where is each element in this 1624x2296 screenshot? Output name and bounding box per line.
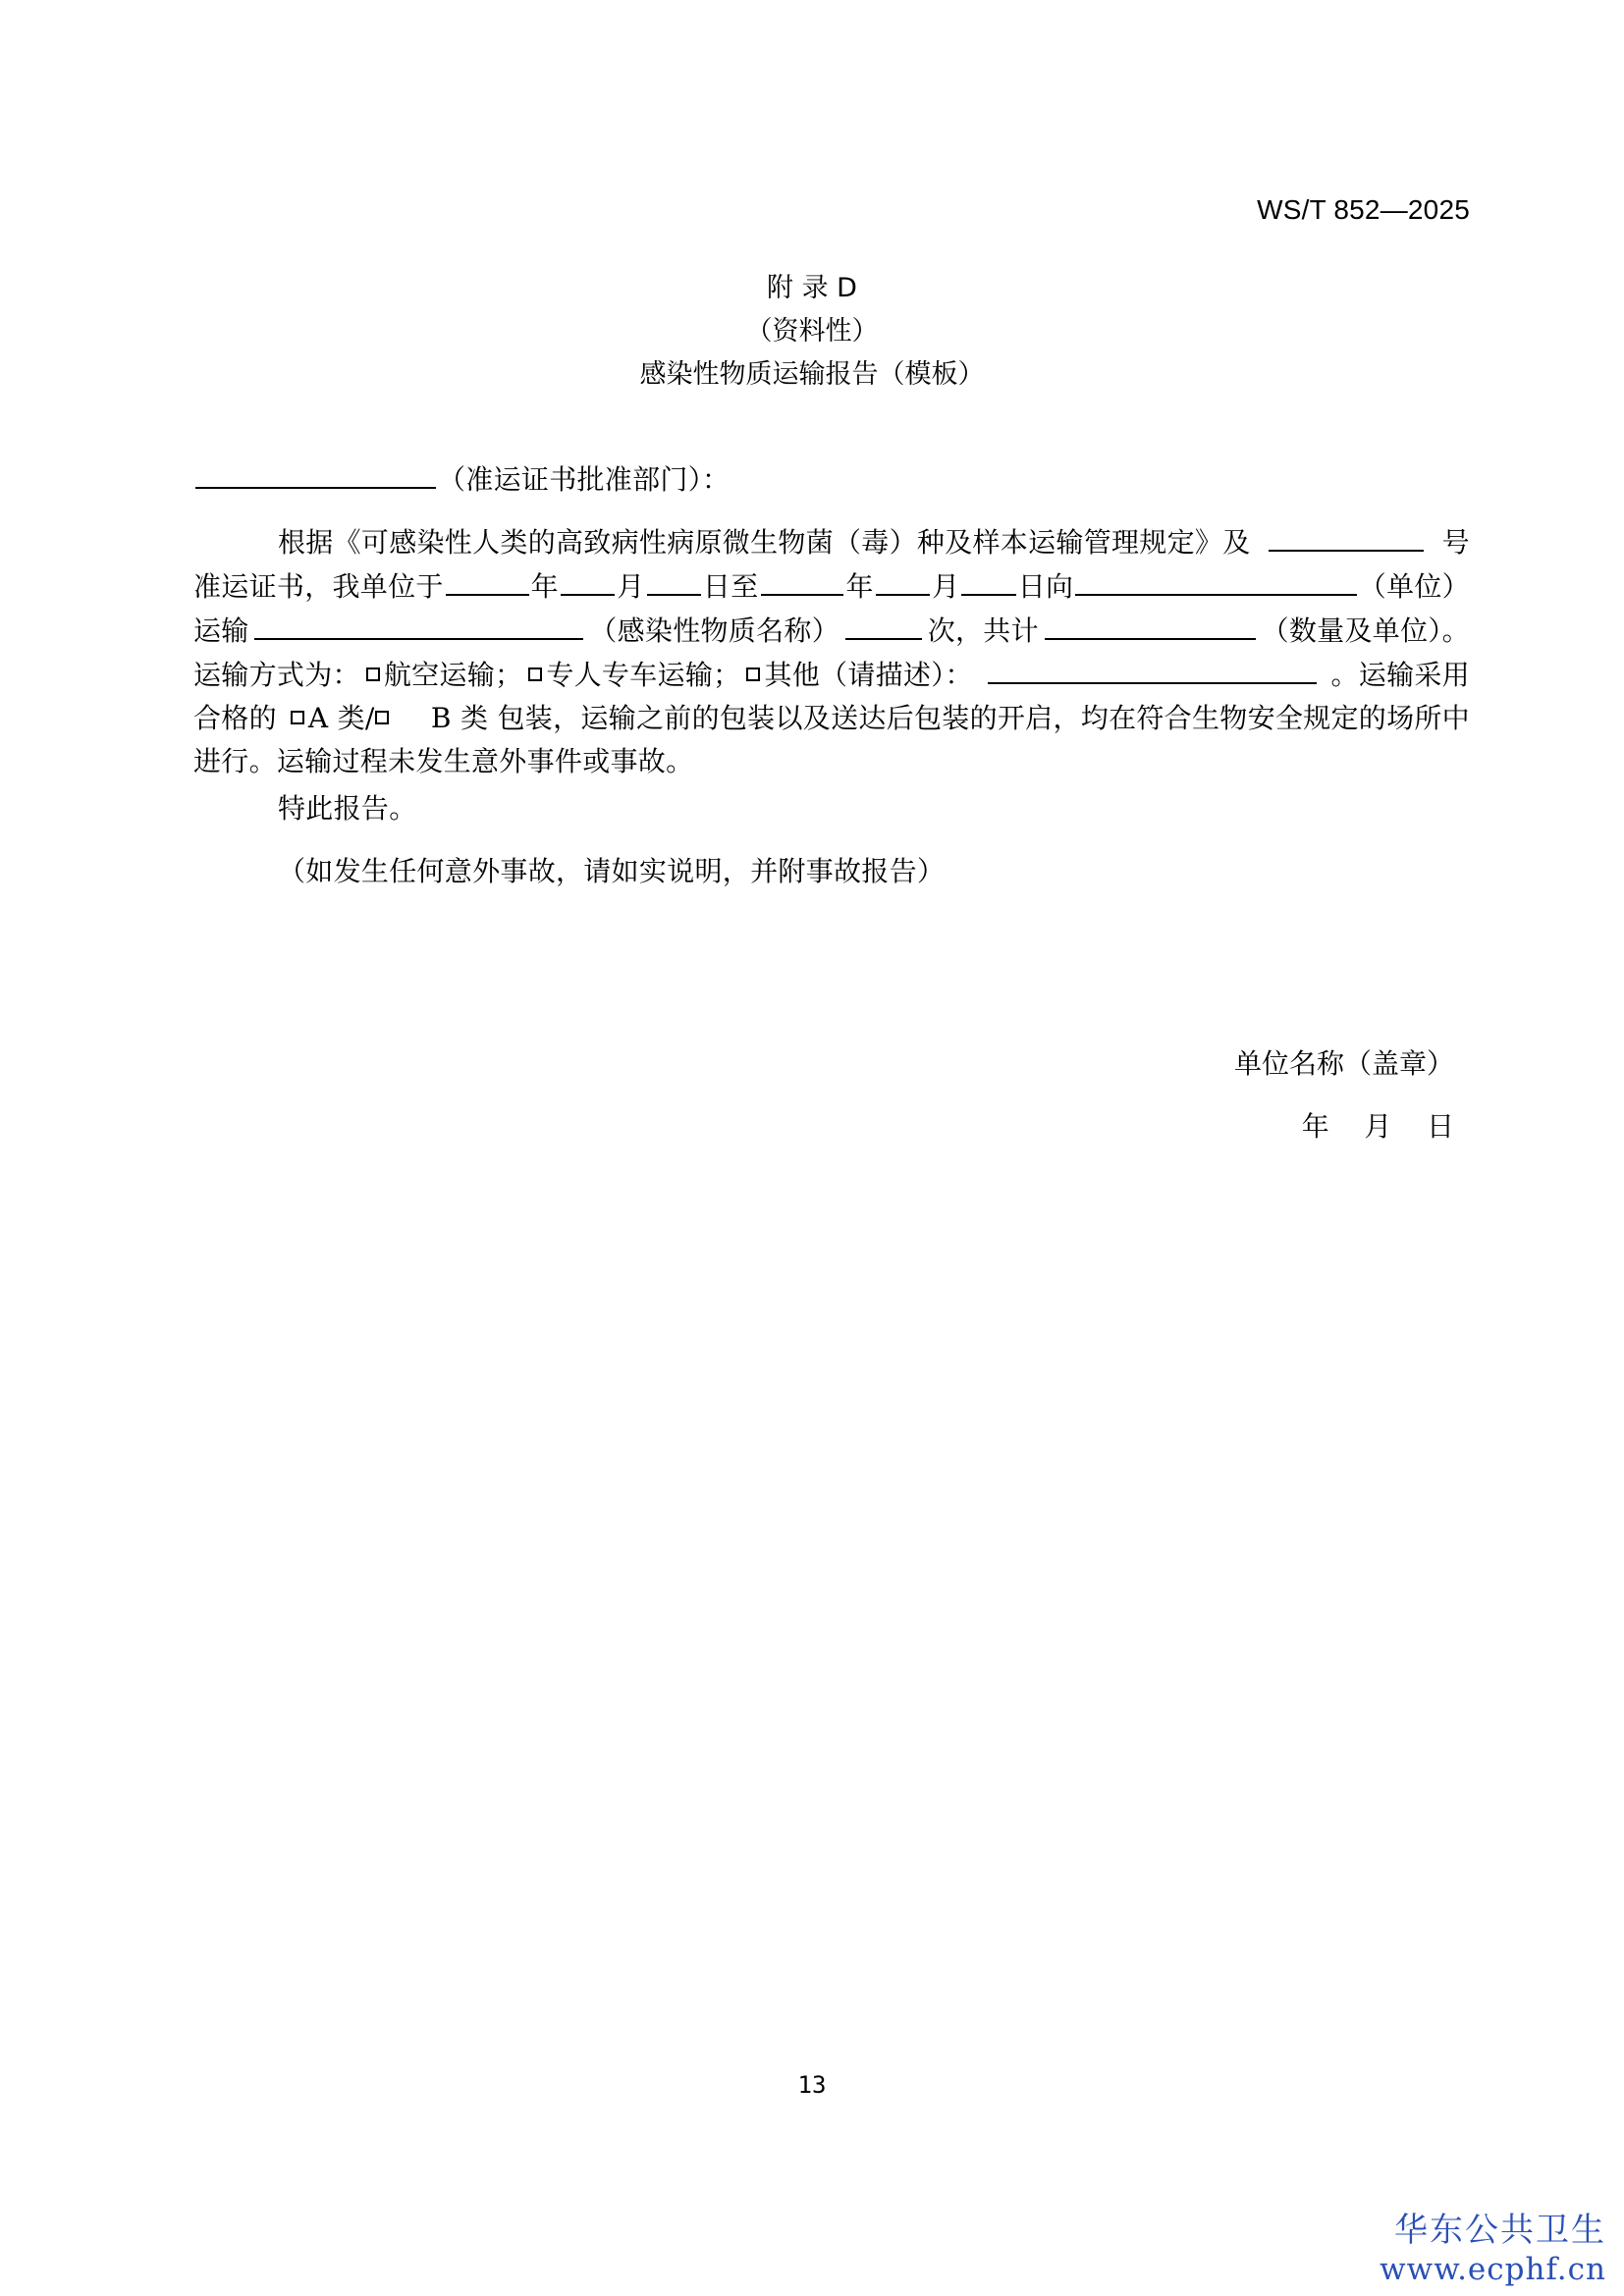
paragraph-line-4 [193,653,1470,697]
category-b-checkbox [375,711,389,724]
other-transport-checkbox [746,667,760,681]
start-day-blank [647,564,701,596]
line5-text: B 类 包装，运输之前的包装以及送达后包装的开启，均在符合生物安全规定的场所中 [430,702,1470,734]
packaging-label: 合格的 [193,702,277,734]
line1-text: 根据《可感染性人类的高致病性病原微生物菌（毒）种及样本运输管理规定》及 [278,526,1251,559]
watermark-url: www.ecphf.cn [1380,2252,1606,2287]
month-label: 月 [617,570,645,603]
day-to-label: 日至 [702,570,759,603]
unit-label: （单位） [1358,570,1470,603]
air-transport-checkbox [366,667,380,681]
paragraph-line-3 [193,609,1470,653]
year-label: 年 [530,570,559,603]
title-block [0,267,1624,397]
paragraph-line-6: 进行。运输过程未发生意外事件或事故。 [193,745,694,777]
end-month-blank [876,564,930,596]
quantity-blank [1045,609,1256,640]
air-transport-label: 航空运输； [383,659,523,691]
dedicated-vehicle-label: 专人专车运输； [546,659,741,691]
packaging-options [193,697,393,740]
end-year-blank [761,564,844,596]
unit-name-seal: 单位名称（盖章） [1233,1047,1454,1080]
dedicated-vehicle-checkbox [528,667,542,681]
recipient-unit-blank [1075,564,1356,596]
main-paragraph [193,520,1470,783]
substance-name-blank [254,609,583,640]
appendix-nature: （资料性） [745,316,879,347]
line4-suffix: 。运输采用 [1330,659,1470,691]
paragraph-line-1 [193,520,1470,564]
category-a-label: A 类/ [307,702,375,734]
other-transport-label: 其他（请描述）： [764,659,973,691]
signature-date: 年 月 日 [1301,1110,1454,1143]
special-report: 特此报告。 [278,792,417,825]
certificate-number-blank [1269,520,1424,552]
start-month-blank [561,564,615,596]
accident-note: （如发生任何意外事故，请如实说明，并附事故报告） [278,855,946,887]
end-day-blank [961,564,1015,596]
paragraph-line-2 [193,564,1470,609]
line1-suffix: 号 [1441,526,1470,559]
line2-text: 准运证书，我单位于 [193,570,444,603]
line3-text: 运输 [193,614,249,647]
report-title: 感染性物质运输报告（模板） [639,359,985,390]
addressee-suffix: （准运证书批准部门）： [438,463,731,496]
day-to-label: 日向 [1017,570,1074,603]
year-label: 年 [845,570,874,603]
watermark-name: 华东公共卫生 [1394,2211,1606,2250]
department-blank [195,457,436,489]
watermark [1380,2210,1606,2288]
transport-method [193,654,973,697]
other-description-blank [988,653,1317,684]
quantity-label: （数量及单位）。 [1261,614,1470,647]
category-a-checkbox [291,711,304,724]
month-label: 月 [932,570,960,603]
count-label: 次，共计 [927,614,1039,647]
start-year-blank [446,564,529,596]
substance-name-label: （感染性物质名称） [589,614,839,647]
transport-method-label: 运输方式为： [193,659,360,691]
page-number: 13 [797,2071,827,2099]
addressee-line [193,457,1470,502]
count-blank [845,609,922,640]
standard-code: WS/T 852—2025 [1257,194,1470,225]
appendix-title: 附 录 D [767,273,857,303]
paragraph-line-5 [193,697,1470,740]
